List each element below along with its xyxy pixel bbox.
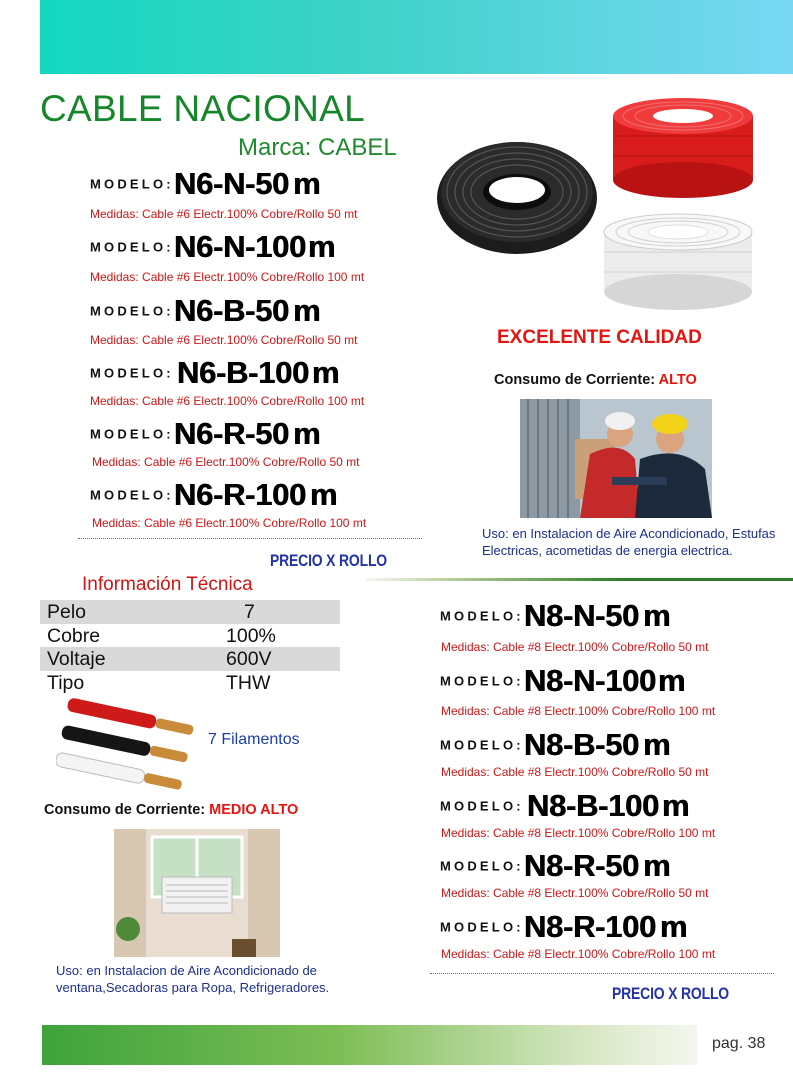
model-label: MODELO:	[440, 858, 524, 874]
model-code: N8-R-100	[523, 909, 656, 944]
model-row	[440, 727, 670, 763]
consumption-label: Consumo de Corriente:	[44, 802, 206, 818]
table-value: THW	[226, 671, 271, 694]
model-row	[440, 848, 670, 884]
model-unit: m	[642, 727, 671, 762]
model-code: N6-B-100	[176, 355, 309, 390]
model-row	[440, 663, 685, 699]
model-label: MODELO:	[440, 673, 524, 689]
usage-high-text: Uso: en Instalacion de Aire Acondicionado, Estufas Electricas, acometidas de energia electrica.	[482, 526, 776, 558]
table-key: Cobre	[47, 624, 101, 647]
header-bar	[40, 0, 793, 74]
model-label: MODELO:	[90, 426, 174, 442]
divider	[430, 973, 774, 974]
consumption-medium	[44, 802, 298, 818]
model-row	[440, 598, 670, 634]
filaments-label: 7 Filamentos	[208, 731, 300, 748]
model-row	[90, 416, 320, 452]
model-label: MODELO:	[90, 239, 174, 255]
model-code: N6-N-100	[173, 229, 306, 264]
consumption-value: MEDIO ALTO	[209, 802, 299, 818]
model-label: MODELO:	[90, 487, 174, 503]
model-code: N6-N-50	[173, 166, 289, 201]
table-row	[40, 671, 340, 695]
model-unit: m	[292, 416, 321, 451]
model-measures: Medidas: Cable #8 Electr.100% Cobre/Rollo 100 mt	[441, 704, 716, 718]
table-key: Tipo	[47, 671, 85, 694]
model-unit: m	[307, 229, 336, 264]
model-label: MODELO:	[90, 303, 174, 319]
model-measures: Medidas: Cable #6 Electr.100% Cobre/Rollo 50 mt	[90, 333, 358, 347]
model-measures: Medidas: Cable #6 Electr.100% Cobre/Rollo 50 mt	[92, 455, 360, 469]
model-row	[90, 355, 339, 391]
consumption-label: Consumo de Corriente:	[494, 372, 656, 388]
table-key: Pelo	[47, 601, 87, 623]
table-key: Voltaje	[47, 648, 106, 670]
model-measures: Medidas: Cable #8 Electr.100% Cobre/Rollo 50 mt	[441, 886, 709, 900]
footer-bar	[42, 1025, 697, 1065]
model-unit: m	[292, 293, 321, 328]
model-measures: Medidas: Cable #8 Electr.100% Cobre/Rollo 50 mt	[441, 640, 709, 654]
model-measures: Medidas: Cable #8 Electr.100% Cobre/Rollo 100 mt	[441, 947, 716, 961]
black-cable-coil-image	[432, 130, 602, 260]
brand-label: Marca: CABEL	[238, 134, 397, 161]
model-row	[440, 909, 687, 945]
model-code: N6-R-50	[173, 416, 289, 451]
table-row	[40, 647, 340, 671]
model-measures: Medidas: Cable #8 Electr.100% Cobre/Rollo 50 mt	[441, 765, 709, 779]
white-cable-coil-image	[600, 210, 756, 314]
model-unit: m	[292, 166, 321, 201]
three-wires-image	[56, 696, 196, 800]
model-label: MODELO:	[440, 608, 524, 624]
model-label: MODELO:	[90, 365, 174, 381]
table-row	[40, 624, 340, 648]
quality-label: EXCELENTE CALIDAD	[497, 327, 702, 348]
consumption-value: ALTO	[658, 372, 697, 388]
model-code: N6-R-100	[173, 477, 306, 512]
model-unit: m	[642, 598, 671, 633]
usage-medium-text: Uso: en Instalacion de Aire Acondicionado de ventana,Secadoras para Ropa, Refrigeradores.	[56, 963, 330, 995]
model-unit: m	[642, 848, 671, 883]
tech-info-title: Información Técnica	[82, 574, 253, 595]
price-label: PRECIO X ROLLO	[270, 551, 387, 570]
model-row	[90, 166, 320, 202]
model-code: N8-N-50	[523, 598, 639, 633]
divider	[78, 538, 422, 539]
page-title: CABLE NACIONAL	[40, 88, 365, 129]
consumption-high	[494, 372, 697, 388]
model-label: MODELO:	[90, 176, 174, 192]
model-label: MODELO:	[440, 798, 524, 814]
model-row	[90, 477, 337, 513]
model-code: N8-B-100	[526, 788, 659, 823]
table-value: 100%	[226, 624, 276, 647]
model-measures: Medidas: Cable #6 Electr.100% Cobre/Rollo 100 mt	[90, 270, 365, 284]
model-code: N6-B-50	[173, 293, 289, 328]
model-label: MODELO:	[440, 737, 524, 753]
model-unit: m	[311, 355, 340, 390]
model-measures: Medidas: Cable #8 Electr.100% Cobre/Rollo 100 mt	[441, 826, 716, 840]
model-row	[440, 788, 689, 824]
red-cable-coil-image	[608, 96, 758, 200]
model-code: N8-R-50	[523, 848, 639, 883]
model-unit: m	[661, 788, 690, 823]
table-row	[40, 600, 340, 624]
model-measures: Medidas: Cable #6 Electr.100% Cobre/Rollo 100 mt	[92, 516, 367, 530]
model-unit: m	[657, 663, 686, 698]
page-number: pag. 38	[712, 1035, 766, 1052]
model-unit: m	[309, 477, 338, 512]
model-row	[90, 293, 320, 329]
model-code: N8-N-100	[523, 663, 656, 698]
section-divider	[366, 578, 793, 581]
model-code: N8-B-50	[523, 727, 639, 762]
model-label: MODELO:	[440, 919, 524, 935]
technicians-photo	[520, 399, 712, 518]
model-row	[90, 229, 335, 265]
model-measures: Medidas: Cable #6 Electr.100% Cobre/Rollo 100 mt	[90, 394, 365, 408]
tech-info-table	[40, 600, 340, 694]
window-ac-photo	[114, 829, 280, 957]
table-value: 7	[244, 601, 255, 623]
model-measures: Medidas: Cable #6 Electr.100% Cobre/Rollo 50 mt	[90, 207, 358, 221]
price-label: PRECIO X ROLLO	[612, 984, 729, 1003]
model-unit: m	[659, 909, 688, 944]
table-value: 600V	[226, 648, 272, 670]
